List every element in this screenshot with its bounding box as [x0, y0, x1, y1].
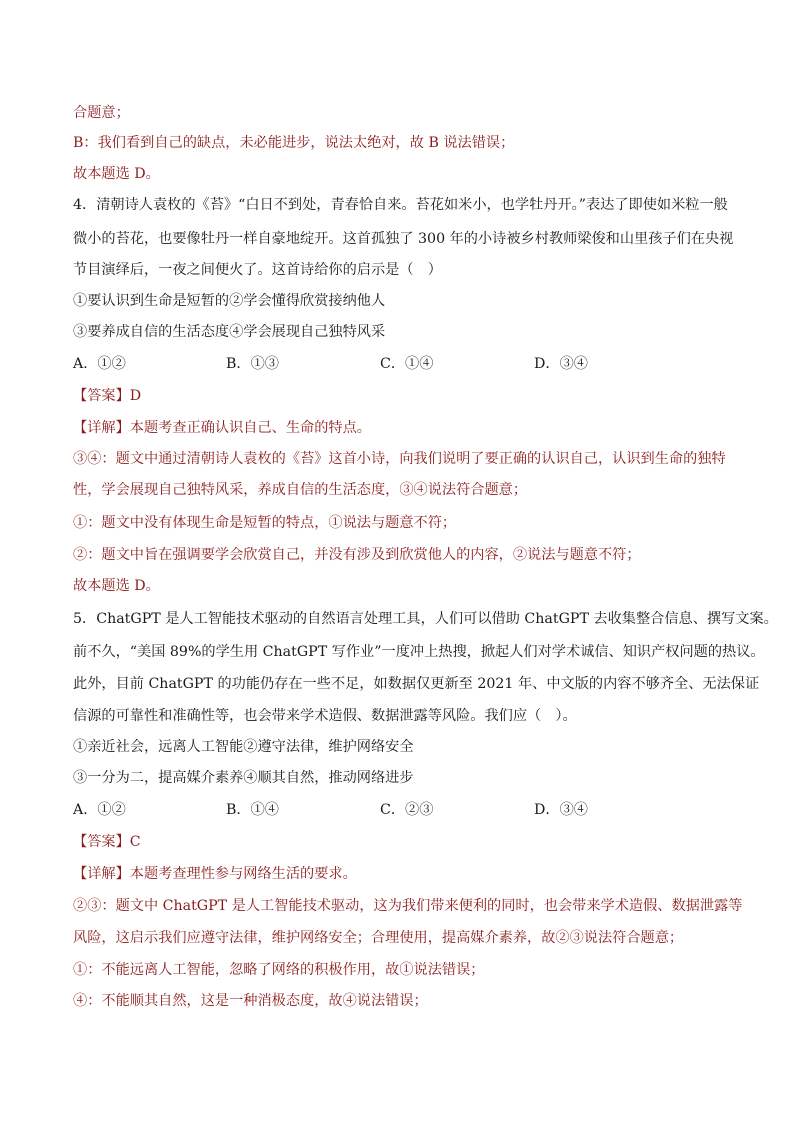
prev-conclusion: 故本题选 D。 [73, 166, 160, 182]
q5-statements-line-1: ①亲近社会，远离人工智能②遵守法律，维护网络安全 [73, 739, 414, 755]
q5-option-c: C．②③ [380, 802, 434, 818]
q4-option-b: B．①③ [226, 356, 279, 372]
q5-explanation-2: ①：不能远离人工智能，忽略了网络的积极作用，故①说法错误； [73, 962, 485, 978]
q4-stem-line-2: 微小的苔花，也要像牡丹一样自豪地绽开。这首孤独了 300 年的小诗被乡村教师梁俊和山里孩子们在央视 [73, 231, 734, 247]
q4-statements-line-2: ③要养成自信的生活态度④学会展现自己独特风采 [73, 324, 386, 340]
q4-option-a: A．①② [73, 356, 126, 372]
q5-answer: 【答案】C [73, 834, 141, 850]
q4-explanation-3: ②：题文中旨在强调要学会欣赏自己，并没有涉及到欣赏他人的内容，②说法与题意不符； [73, 547, 641, 563]
q4-option-c: C．①④ [380, 356, 434, 372]
q4-stem-line-1: 4．清朝诗人袁枚的《苔》“白日不到处，青春恰自来。苔花如米小，也学牡丹开。”表达了即使如米粒一般 [73, 197, 728, 213]
q5-option-a: A．①② [73, 802, 126, 818]
q4-stem-line-3: 节目演绎后，一夜之间便火了。这首诗给你的启示是（ ） [73, 262, 442, 278]
q4-detail: 【详解】本题考查正确认识自己、生命的特点。 [73, 420, 371, 436]
q5-explanation-1a: ②③：题文中 ChatGPT 是人工智能技术驱动，这为我们带来便利的同时，也会带来学术造假、数据泄露等 [73, 898, 743, 914]
q5-detail: 【详解】本题考查理性参与网络生活的要求。 [73, 866, 357, 882]
prev-explanation-tail: 合题意； [73, 105, 130, 121]
q5-stem-line-2: 前不久，“美国 89%的学生用 ChatGPT 写作业”一度冲上热搜，掀起人们对学术诚信、知识产权问题的热议。 [73, 644, 765, 660]
q5-stem-line-4: 信源的可靠性和准确性等，也会带来学术造假、数据泄露等风险。我们应（ ）。 [73, 708, 577, 724]
q5-explanation-3: ④：不能顺其自然，这是一种消极态度，故④说法错误； [73, 993, 428, 1009]
q4-explanation-1a: ③④：题文中通过清朝诗人袁枚的《苔》这首小诗，向我们说明了要正确的认识自己，认识到生命的独特 [73, 451, 726, 467]
q4-option-d: D．③④ [534, 356, 588, 372]
q5-option-d: D．③④ [534, 802, 588, 818]
q4-explanation-2: ①：题文中没有体现生命是短暂的特点，①说法与题意不符； [73, 515, 457, 531]
q4-statements-line-1: ①要认识到生命是短暂的②学会懂得欣赏接纳他人 [73, 293, 386, 309]
q5-option-b: B．①④ [226, 802, 279, 818]
q4-conclusion: 故本题选 D。 [73, 578, 160, 594]
q4-answer: 【答案】D [73, 388, 142, 404]
q5-explanation-1b: 风险，这启示我们应遵守法律，维护网络安全；合理使用，提高媒介素养，故②③说法符合题意； [73, 930, 684, 946]
q4-explanation-1b: 性，学会展现自己独特风采，养成自信的生活态度，③④说法符合题意； [73, 482, 528, 498]
q5-stem-line-1: 5．ChatGPT 是人工智能技术驱动的自然语言处理工具，人们可以借助 ChatGPT 去收集整合信息、撰写文案。 [73, 611, 778, 627]
prev-explanation-b: B：我们看到自己的缺点，未必能进步，说法太绝对，故 B 说法错误； [73, 135, 515, 151]
q5-stem-line-3: 此外，目前 ChatGPT 的功能仍存在一些不足，如数据仅更新至 2021 年、中文版的内容不够齐全、无法保证 [73, 676, 760, 692]
q5-statements-line-2: ③一分为二，提高媒介素养④顺其自然，推动网络进步 [73, 770, 414, 786]
